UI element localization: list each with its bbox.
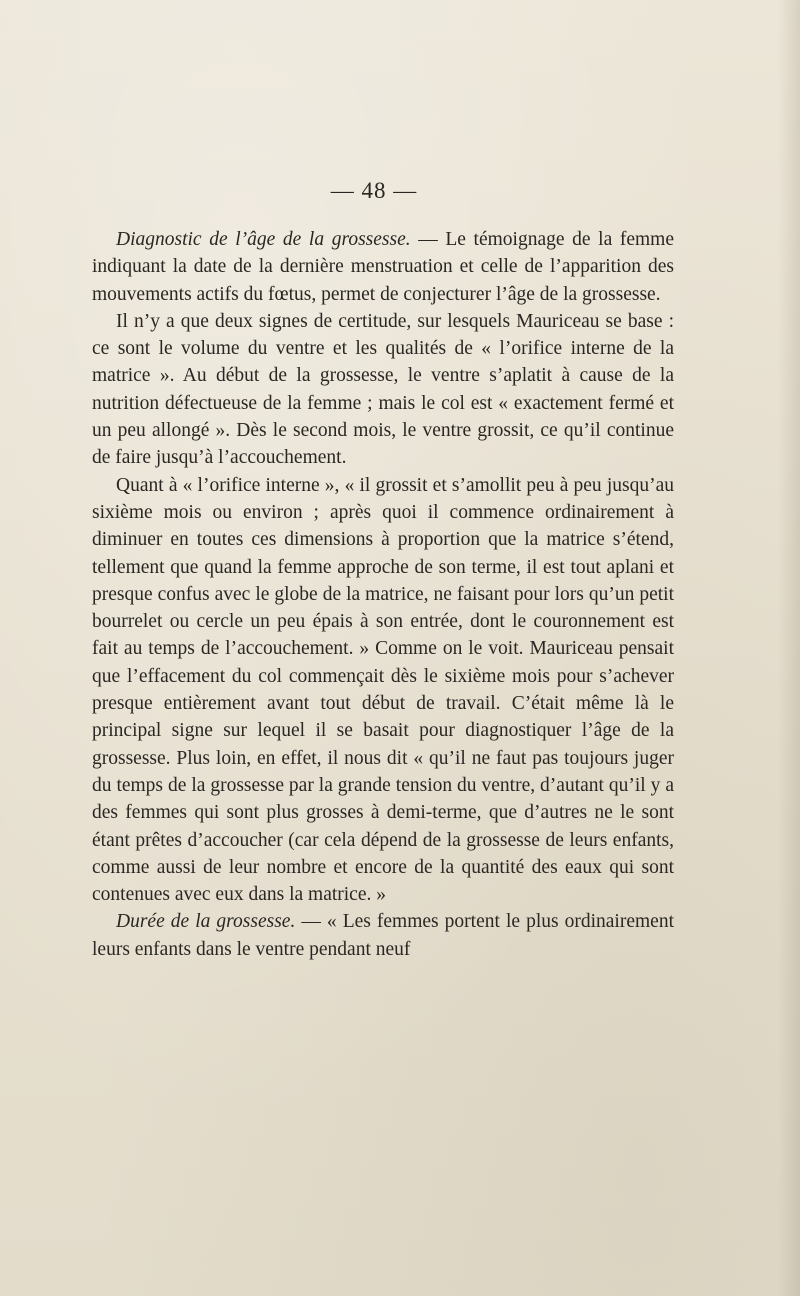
section-heading-duree: Durée de la grossesse. xyxy=(116,911,296,933)
paragraph-duree xyxy=(92,908,674,963)
page-number: — 48 — xyxy=(330,178,418,203)
paragraph-diagnostic xyxy=(92,226,674,308)
paragraph-text: — « Les femmes portent le plus ordinairement leurs enfants dans le ventre pendant neuf xyxy=(92,911,674,960)
paragraph-signes xyxy=(92,308,674,472)
paragraph-text: — Le témoignage de la femme indiquant la date de la dernière menstruation et celle de l’apparition des mouvements actifs du fœtus, permet de conjecturer l’âge de la grossesse. xyxy=(92,229,674,305)
paragraph-orifice xyxy=(92,472,674,909)
body-text xyxy=(92,226,674,963)
paragraph-text: Quant à « l’orifice interne », « il grossit et s’amollit peu à peu jusqu’au sixième mois ou environ ; après quoi il commence ordinairement à diminuer en toutes ces dimensions à proportion que la matrice s’étend, tellement que quand la femme approche de son terme, il est tout aplani et presque confus avec le globe de la matrice, ne faisant pour lors qu’un petit bourrelet ou cercle un peu épais à son entrée, dont le couronnement est fait au temps de l’accouchement. » Comme on le voit. Mauriceau pensait que l’effacement du col commençait dès le sixième mois pour s’achever presque entièrement avant tout début de travail. C’était même là le principal signe sur lequel il se basait pour diagnostiquer l’âge de la grossesse. Plus loin, en effet, il nous dit « qu’il ne faut pas toujours juger du temps de la grossesse par la grande tension du ventre, d’autant qu’il y a des femmes qui sont plus grosses à demi-terme, que d’autres ne le sont étant prêtes d’accoucher (car cela dépend de la grossesse de leurs enfants, comme aussi de leur nombre et encore de la quantité des eaux qui sont contenues avec eux dans la matrice. » xyxy=(92,474,674,906)
section-heading-diagnostic: Diagnostic de l’âge de la grossesse. xyxy=(116,229,411,250)
page-edge-shadow xyxy=(778,0,800,1296)
paragraph-text: Il n’y a que deux signes de certitude, sur lesquels Mauriceau se base : ce sont le volume du ventre et les qualités de « l’orifice interne de la matrice ». Au début de la grossesse, le ventre s’aplatit à cause de la nutrition défectueuse de la femme ; mais le col est « exactement fermé et un peu allongé ». Dès le second mois, le ventre grossit, ce qu’il continue de faire jusqu’à l’accouchement. xyxy=(92,310,674,469)
